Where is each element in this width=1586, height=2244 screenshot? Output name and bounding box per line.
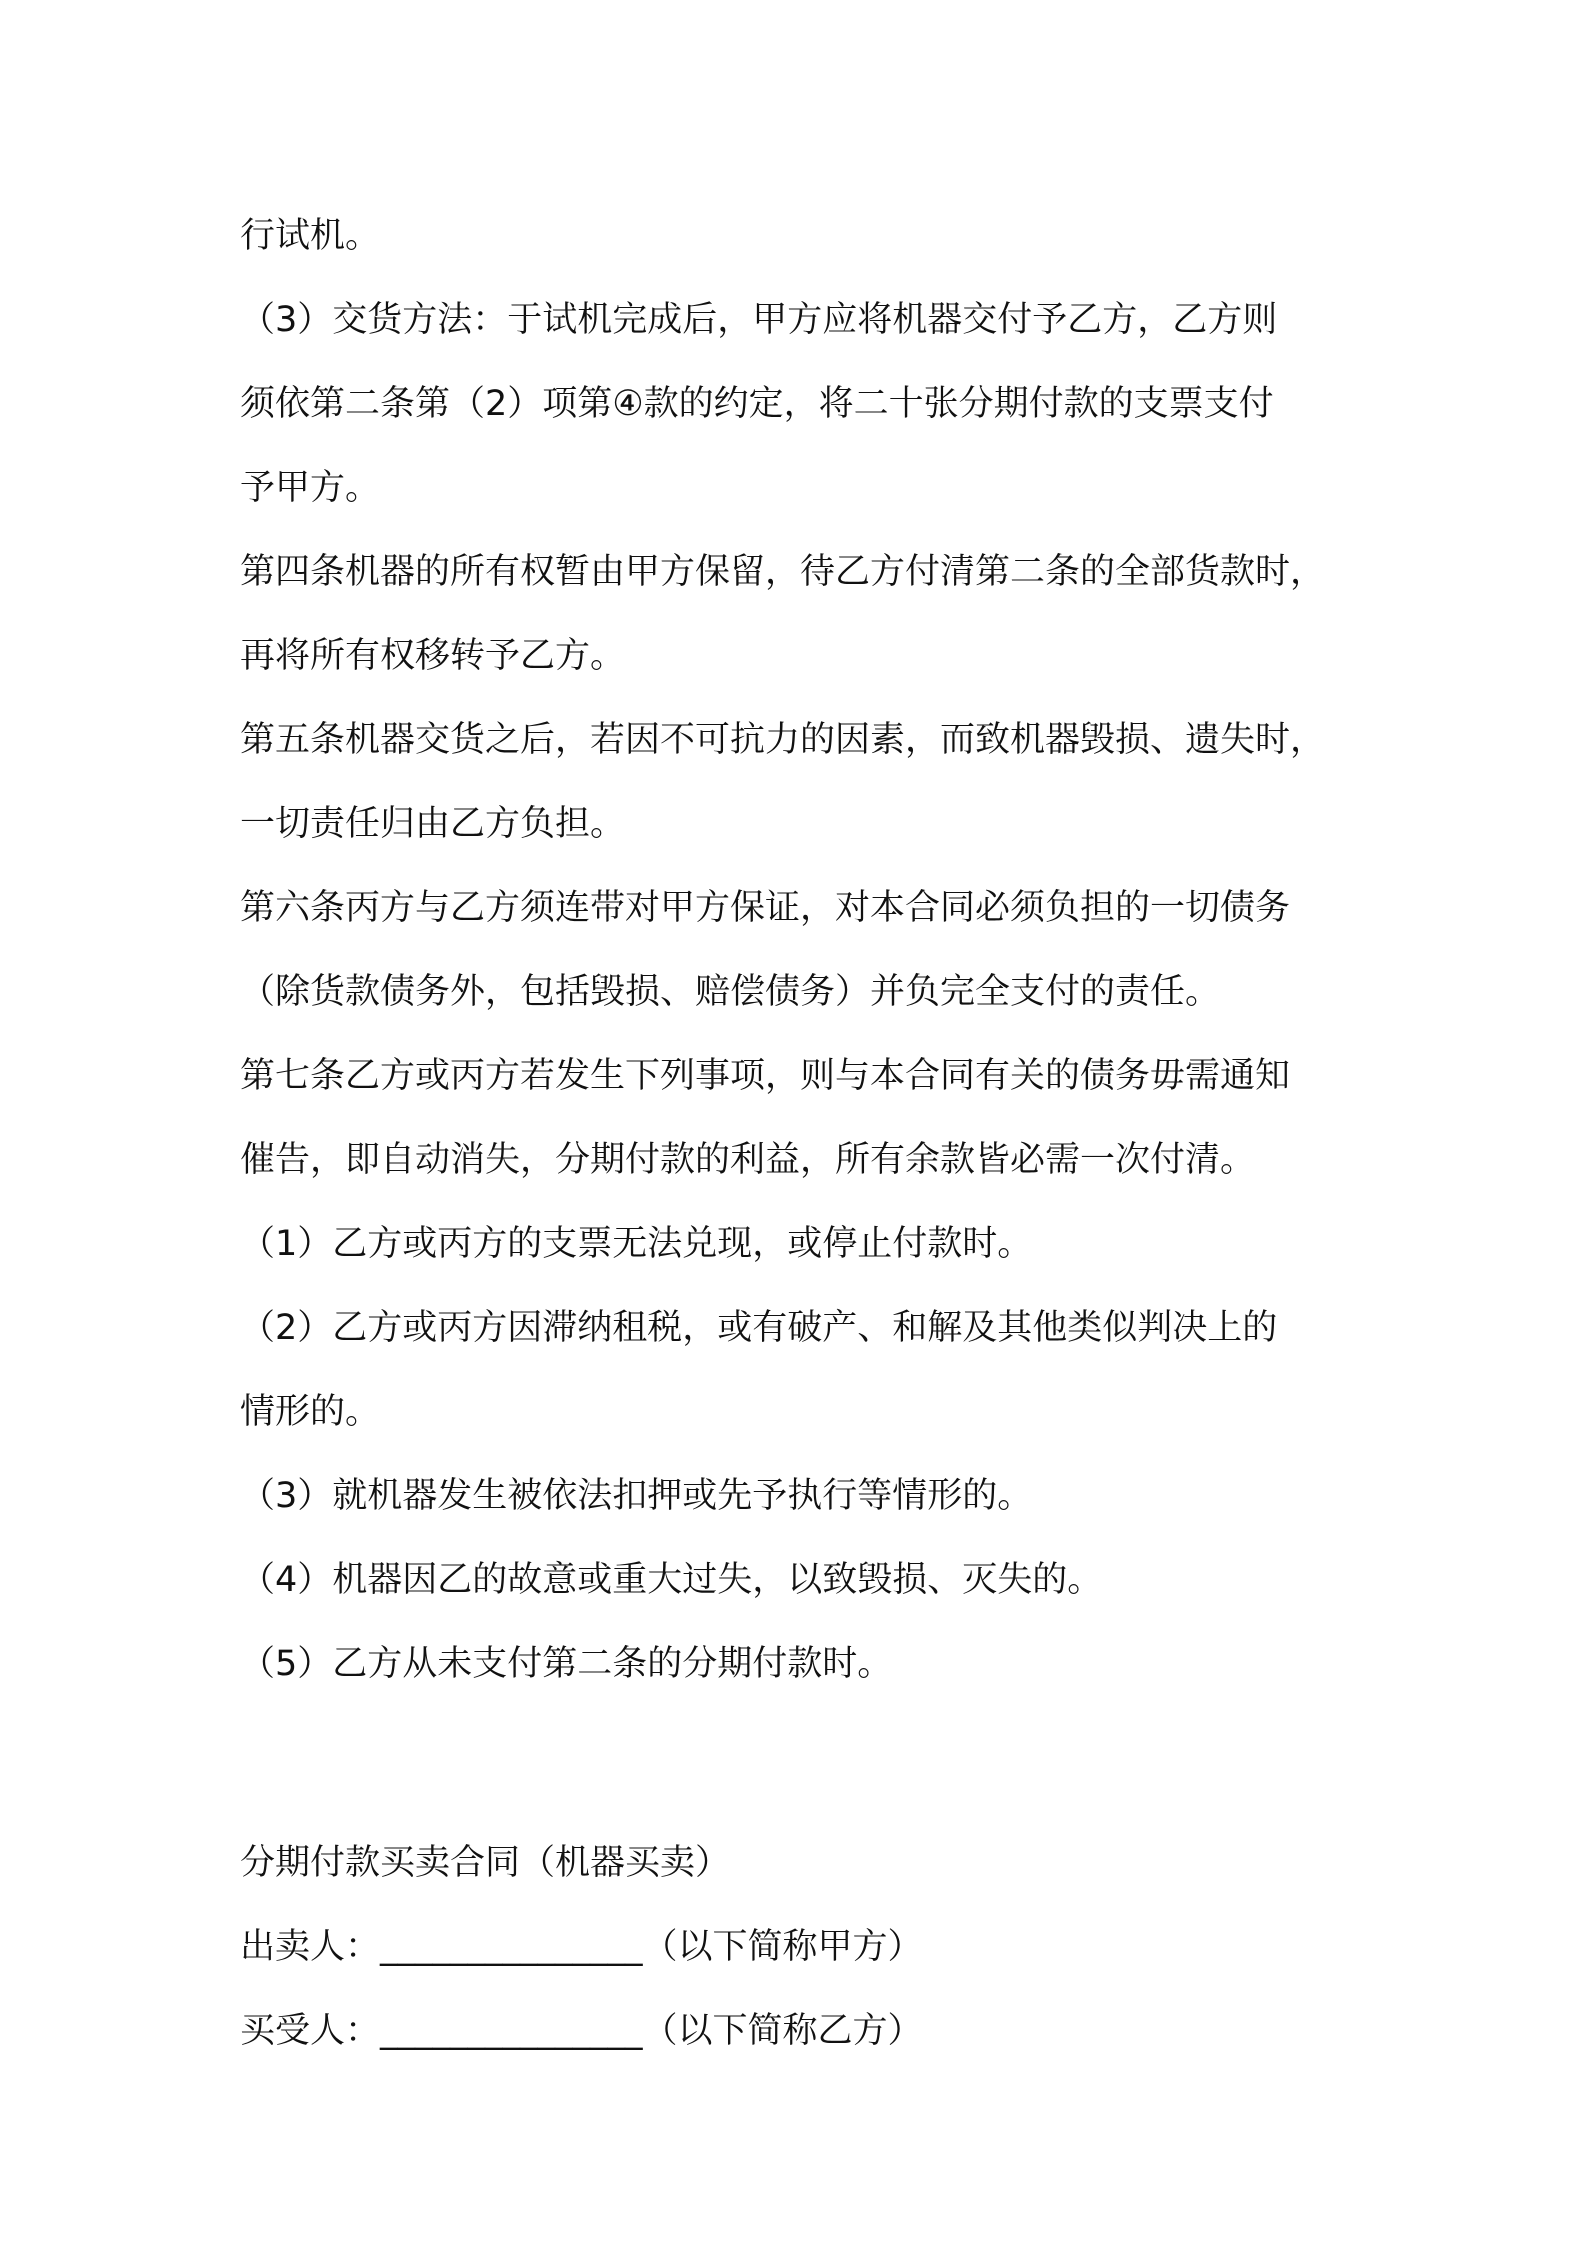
section-gap [240, 1706, 1380, 1821]
text-line: 情形的。 [240, 1392, 381, 1432]
text-line: 须依第二条第（2）项第④款的约定，将二十张分期付款的支票支付 [240, 384, 1274, 424]
text-line: （除货款债务外，包括毁损、赔偿债务）并负完全支付的责任。 [240, 972, 1221, 1012]
text-line: 第七条乙方或丙方若发生下列事项，则与本合同有关的债务毋需通知 [240, 1056, 1291, 1096]
text-line: （1）乙方或丙方的支票无法兑现，或停止付款时。 [240, 1224, 1033, 1264]
text-line: 行试机。 [240, 216, 381, 256]
text-line: （4）机器因乙的故意或重大过失，以致毁损、灭失的。 [240, 1560, 1103, 1600]
contract-title: 分期付款买卖合同（机器买卖） [240, 1843, 731, 1883]
seller-line: 出卖人：_______________（以下简称甲方） [240, 1927, 923, 1967]
text-line: 第五条机器交货之后，若因不可抗力的因素，而致机器毁损、遗失时， [240, 720, 1326, 760]
text-line: 再将所有权移转予乙方。 [240, 636, 626, 676]
buyer-line: 买受人：_______________（以下简称乙方） [240, 2011, 923, 2051]
document-body [240, 194, 1380, 2073]
text-line: 一切责任归由乙方负担。 [240, 804, 626, 844]
text-line: 第四条机器的所有权暂由甲方保留，待乙方付清第二条的全部货款时， [240, 552, 1326, 592]
text-line: （3）交货方法：于试机完成后，甲方应将机器交付予乙方，乙方则 [240, 300, 1278, 340]
text-line: （5）乙方从未支付第二条的分期付款时。 [240, 1644, 893, 1684]
text-line: 催告，即自动消失，分期付款的利益，所有余款皆必需一次付清。 [240, 1140, 1256, 1180]
text-line: 第六条丙方与乙方须连带对甲方保证，对本合同必须负担的一切债务 [240, 888, 1291, 928]
text-line: （3）就机器发生被依法扣押或先予执行等情形的。 [240, 1476, 1033, 1516]
text-line: （2）乙方或丙方因滞纳租税，或有破产、和解及其他类似判决上的 [240, 1308, 1278, 1348]
text-line: 予甲方。 [240, 468, 381, 508]
